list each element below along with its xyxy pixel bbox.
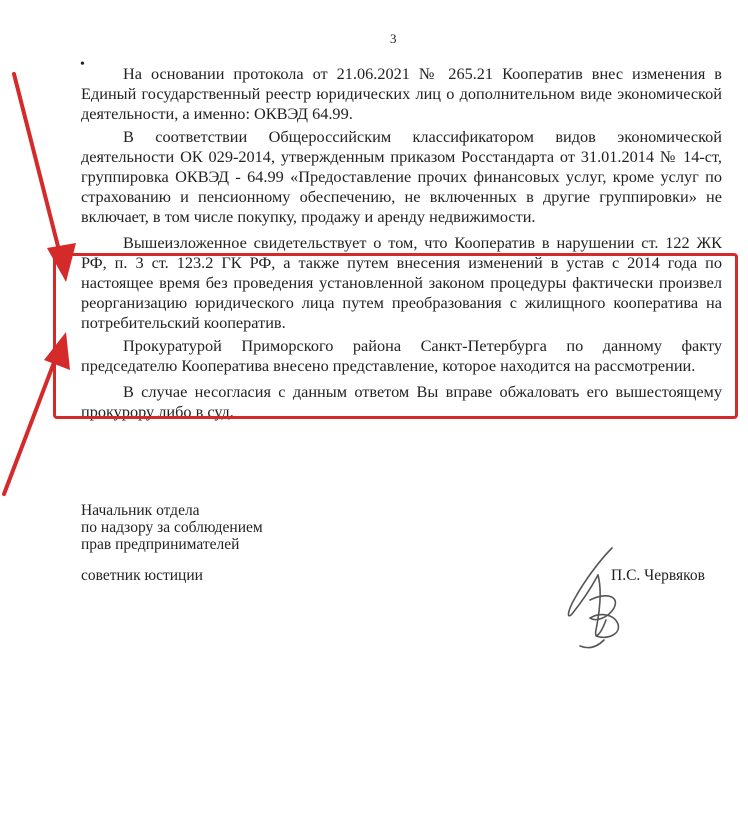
arrow-icon [14,74,62,262]
handwritten-signature [568,548,618,648]
arrow-icon [4,352,58,494]
signatory-name: П.С. Червяков [611,567,705,584]
page-number: 3 [390,31,397,46]
position-line-2: по надзору за соблюдением [81,519,263,536]
paragraph-2: В соответствии Общероссийским классификатором видов экономической деятельности ОК 029-2014, утвержденным приказом Росстандарта от 31.01.2014 № 14-ст, группировка ОКВЭД - 64.99 «Предоставление прочих финансовых услуг, кроме услуг по страхованию и пенсионному обеспечению, не включенных в другие группировки» не включает, в том числе покупку, продажу и аренду недвижимости. [81,126,722,227]
paragraph-4: Прокуратурой Приморского района Санкт-Петербурга по данному факту председателю Кооператива внесено представление, которое находится на рассмотрении. [81,335,722,375]
position-line-1: Начальник отдела [81,502,200,519]
signatory-rank: советник юстиции [81,567,203,584]
marker: • [80,57,85,72]
paragraph-3: Вышеизложенное свидетельствует о том, что Кооператив в нарушении ст. 122 ЖК РФ, п. 3 ст. 123.2 ГК РФ, а также путем внесения изменений в устав с 2014 года по настоящее время без проведения установленной законом процедуры фактически произвел реорганизацию юридического лица путем преобразования с жилищного кооператива на потребительский кооператив. [81,232,722,333]
arrow-icon [47,243,76,282]
position-line-3: прав предпринимателей [81,536,240,553]
arrow-icon [44,332,70,370]
paragraph-1: На основании протокола от 21.06.2021 № 265.21 Кооператив внес изменения в Единый государственный реестр юридических лиц о дополнительном виде экономической деятельности, а именно: ОКВЭД 64.99. [81,64,722,124]
paragraph-5: В случае несогласия с данным ответом Вы вправе обжаловать его вышестоящему прокурору либо в суд. [81,382,722,422]
